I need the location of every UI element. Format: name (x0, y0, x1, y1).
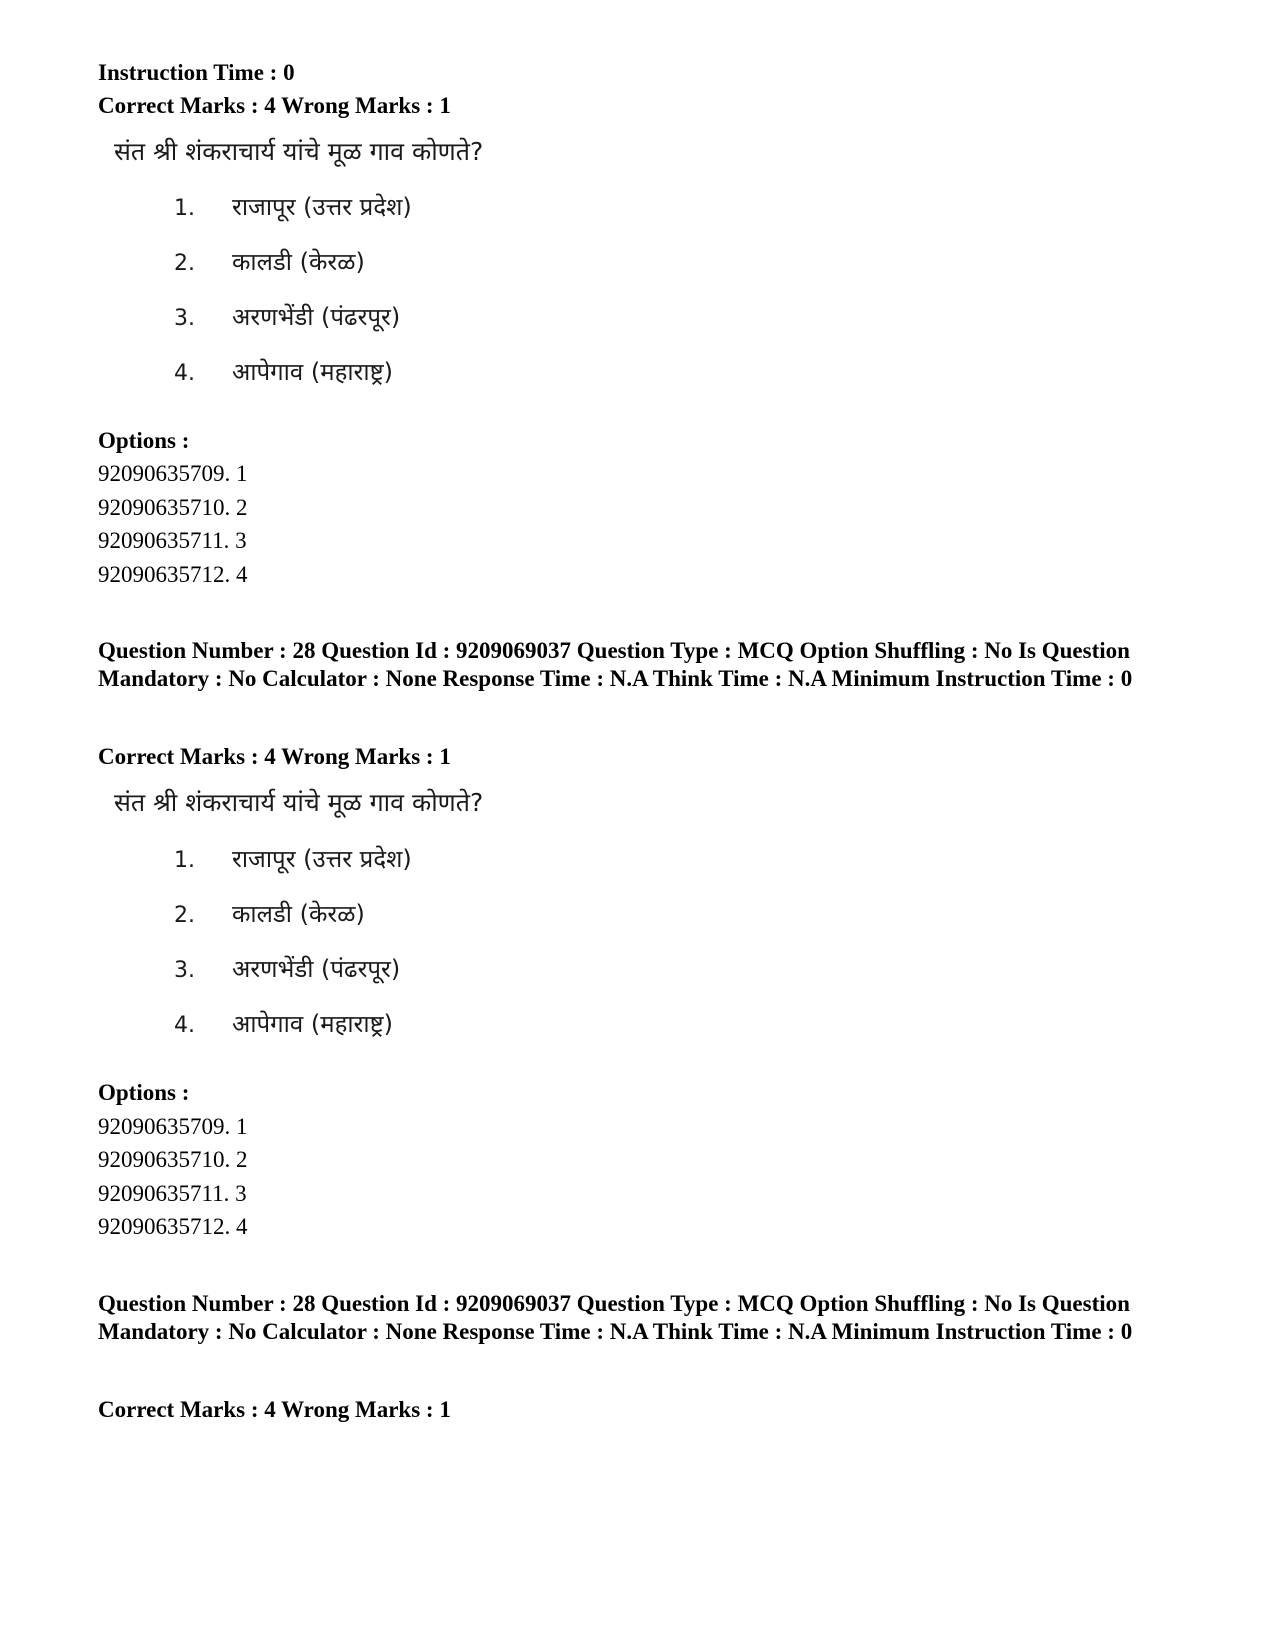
choice-number: 2. (174, 903, 195, 928)
option-id: 92090635712. 4 (98, 562, 248, 587)
choice-number: 4. (174, 1013, 195, 1038)
question-text: संत श्री शंकराचार्य यांचे मूळ गाव कोणते? (114, 137, 484, 166)
choice-text: अरणभेंडी (पंढरपूर) (232, 303, 401, 331)
choice-number: 3. (174, 306, 195, 331)
option-id: 92090635711. 3 (98, 1181, 247, 1206)
choice-text: अरणभेंडी (पंढरपूर) (232, 955, 401, 983)
question-choice (174, 1008, 393, 1042)
question-meta: Question Number : 28 Question Id : 9209069037 Question Type : MCQ Option Shuffling : No Is Question Mandatory : No Calculator : None Response Time : N.A Think Time : N.A Minimum Instruction Time : 0 (98, 1291, 1133, 1344)
option-id: 92090635709. 1 (98, 1114, 248, 1139)
choice-number: 1. (174, 848, 195, 873)
choice-text: आपेगाव (महाराष्ट्र) (232, 358, 393, 386)
option-id: 92090635710. 2 (98, 1147, 248, 1172)
option-id: 92090635712. 4 (98, 1214, 248, 1239)
marks-info: Correct Marks : 4 Wrong Marks : 1 (98, 1397, 451, 1422)
choice-text: राजापूर (उत्तर प्रदेश) (232, 193, 412, 221)
option-id: 92090635711. 3 (98, 528, 247, 553)
question-choice (174, 246, 365, 280)
choice-number: 2. (174, 251, 195, 276)
option-id: 92090635710. 2 (98, 495, 248, 520)
option-id: 92090635709. 1 (98, 461, 248, 486)
question-text: संत श्री शंकराचार्य यांचे मूळ गाव कोणते? (114, 788, 484, 817)
marks-info: Correct Marks : 4 Wrong Marks : 1 (98, 744, 451, 769)
choice-number: 4. (174, 361, 195, 386)
question-meta: Question Number : 28 Question Id : 9209069037 Question Type : MCQ Option Shuffling : No Is Question Mandatory : No Calculator : None Response Time : N.A Think Time : N.A Minimum Instruction Time : 0 (98, 638, 1133, 691)
instruction-time: Instruction Time : 0 (98, 60, 295, 85)
choice-text: कालडी (केरळ) (232, 900, 365, 928)
options-label: Options : (98, 428, 190, 453)
question-choice (174, 356, 393, 390)
choice-text: आपेगाव (महाराष्ट्र) (232, 1010, 393, 1038)
choice-number: 1. (174, 196, 195, 221)
choice-text: कालडी (केरळ) (232, 248, 365, 276)
question-choice (174, 953, 400, 987)
question-choice (174, 301, 400, 335)
choice-number: 3. (174, 958, 195, 983)
question-choice (174, 843, 412, 877)
choice-text: राजापूर (उत्तर प्रदेश) (232, 845, 412, 873)
question-choice (174, 898, 365, 932)
marks-info: Correct Marks : 4 Wrong Marks : 1 (98, 93, 451, 118)
options-label: Options : (98, 1080, 190, 1105)
question-choice (174, 191, 412, 225)
